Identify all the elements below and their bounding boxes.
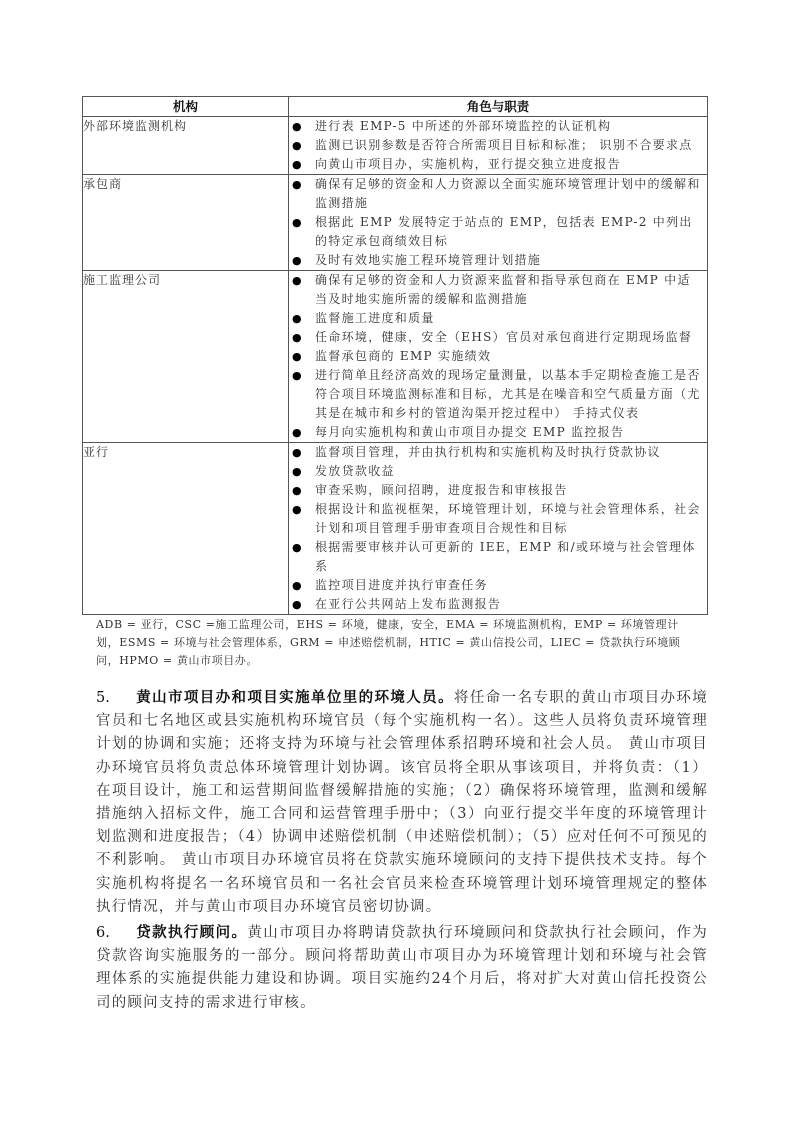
list-item <box>289 175 707 213</box>
paragraph-body: 黄山市项目办将聘请贷款执行环境顾问和贷款执行社会顾问，作为贷款咨询实施服务的一部分。顾问将帮助黄山市项目办为环境管理计划和环境与社会管理体系的实施提供能力建设和协调。项目实施约24个月后，将对扩大对黄山信托投资公司的顾问支持的需求进行审核。 <box>96 925 708 1011</box>
list-item-text: 及时有效地实施工程环境管理计划措施 <box>315 253 542 267</box>
bullet-icon: ● <box>292 426 302 439</box>
responsibilities-cell <box>289 271 708 443</box>
bullet-icon: ● <box>292 158 302 171</box>
list-item <box>289 462 707 481</box>
bullet-icon: ● <box>292 274 302 287</box>
agency-cell: 外部环境监测机构 <box>83 117 289 175</box>
list-item <box>289 347 707 366</box>
list-item-text: 进行简单且经济高效的现场定量测量，以基本手定期检查施工是否符合项目环境监测标准和目标，尤其是在噪音和空气质量方面（尤其是在城市和乡村的管道沟渠开挖过程中） 手持式仪表 <box>315 368 701 420</box>
list-item <box>289 117 707 136</box>
agency-cell: 亚行 <box>83 443 289 615</box>
bullet-icon: ● <box>292 465 302 478</box>
list-item <box>289 538 707 576</box>
paragraph-number: 5. <box>96 690 110 706</box>
bullet-icon: ● <box>292 331 302 344</box>
list-item-text: 确保有足够的资金和人力资源来监督和指导承包商在 EMP 中适当及时地实施所需的缓解和监测措施 <box>315 273 691 306</box>
list-item <box>289 251 707 270</box>
list-item <box>289 423 707 442</box>
list-item-text: 确保有足够的资金和人力资源以全面实施环境管理计划中的缓解和监测措施 <box>315 177 701 210</box>
list-item-text: 审查采购，顾问招聘，进度报告和审核报告 <box>315 483 568 497</box>
roles-responsibilities-table <box>82 96 708 615</box>
responsibilities-cell <box>289 443 708 615</box>
header-roles: 角色与职责 <box>289 97 708 117</box>
header-agency: 机构 <box>83 97 289 117</box>
bullet-icon: ● <box>292 503 302 516</box>
bullet-icon: ● <box>292 178 302 191</box>
list-item <box>289 481 707 500</box>
abbreviations-note: ADB = 亚行，CSC =施工监理公司，EHS = 环境，健康，安全，EMA = 环境监测机构，EMP = 环境管理计划，ESMS = 环境与社会管理体系，GRM = 申述赔偿机制，HTIC = 黄山信投公司，LIEC = 贷款执行环境顾问，HPMO = 黄山市项目办。 <box>96 618 681 667</box>
table-body <box>83 117 708 615</box>
list-item-text: 任命环境，健康，安全（EHS）官员对承包商进行定期现场监督 <box>315 330 693 344</box>
agency-cell: 承包商 <box>83 175 289 271</box>
table-row <box>83 443 708 615</box>
table-row <box>83 271 708 443</box>
table-row <box>83 117 708 175</box>
responsibilities-list <box>289 271 707 442</box>
bullet-icon: ● <box>292 369 302 382</box>
list-item-text: 发放贷款收益 <box>315 464 395 478</box>
list-item <box>289 136 707 155</box>
responsibilities-cell <box>289 175 708 271</box>
list-item <box>289 595 707 614</box>
list-item <box>289 500 707 538</box>
list-item <box>289 328 707 347</box>
list-item-text: 每月向实施机构和黄山市项目办提交 EMP 监控报告 <box>315 425 625 439</box>
paragraph-6 <box>96 921 708 1015</box>
responsibilities-list <box>289 443 707 614</box>
agency-cell: 施工监理公司 <box>83 271 289 443</box>
list-item-text: 在亚行公共网站上发布监测报告 <box>315 597 502 611</box>
bullet-icon: ● <box>292 350 302 363</box>
paragraph-body: 将任命一名专职的黄山市项目办环境官员和七名地区或县实施机构环境官员（每个实施机构一名）。这些人员将负责环境管理计划的协调和实施；还将支持为环境与社会管理体系招聘环境和社会人员。 黄山市项目办环境官员将负责总体环境管理计划协调。该官员将全职从事该项目，并将负责：（1）在项目设计，施工和运营期间监督缓解措施的实施；（2）确保将环境管理，监测和缓解措施纳入招标文件，施工合同和运营管理手册中；（3）向亚行提交半年度的环境管理计划监测和进度报告；（4）协调申述赔偿机制（申述赔偿机制）；（5）应对任何不可预见的不利影响。 黄山市项目办环境官员将在贷款实施环境顾问的支持下提供技术支持。每个实施机构将提名一名环境官员和一名社会官员来检查环境管理计划环境管理规定的整体执行情况，并与黄山市项目办环境官员密切协调。 <box>96 690 708 915</box>
list-item-text: 根据此 EMP 发展特定于站点的 EMP，包括表 EMP-2 中列出的特定承包商绩效目标 <box>315 215 693 248</box>
bullet-icon: ● <box>292 139 302 152</box>
list-item <box>289 366 707 423</box>
list-item-text: 根据设计和监视框架，环境管理计划，环境与社会管理体系，社会计划和项目管理手册审查项目合规性和目标 <box>315 502 701 535</box>
bullet-icon: ● <box>292 541 302 554</box>
list-item <box>289 309 707 328</box>
list-item-text: 根据需要审核并认可更新的 IEE，EMP 和/或环境与社会管理体系 <box>315 540 696 573</box>
bullet-icon: ● <box>292 254 302 267</box>
responsibilities-cell <box>289 117 708 175</box>
table-row <box>83 175 708 271</box>
list-item <box>289 443 707 462</box>
responsibilities-list <box>289 175 707 270</box>
bullet-icon: ● <box>292 120 302 133</box>
bullet-icon: ● <box>292 312 302 325</box>
list-item <box>289 213 707 251</box>
list-item-text: 监控项目进度并执行审查任务 <box>315 578 488 592</box>
list-item-text: 监督项目管理，并由执行机构和实施机构及时执行贷款协议 <box>315 445 661 459</box>
responsibilities-list <box>289 117 707 174</box>
list-item-text: 监测已识别参数是否符合所需项目目标和标准； 识别不合要求点 <box>315 138 693 152</box>
bullet-icon: ● <box>292 579 302 592</box>
paragraph-heading: 贷款执行顾问。 <box>136 924 248 941</box>
list-item <box>289 576 707 595</box>
list-item-text: 进行表 EMP-5 中所述的外部环境监控的认证机构 <box>315 119 612 133</box>
bullet-icon: ● <box>292 598 302 611</box>
paragraph-heading: 黄山市项目办和项目实施单位里的环境人员。 <box>136 689 454 706</box>
list-item-text: 监督施工进度和质量 <box>315 311 435 325</box>
list-item-text: 向黄山市项目办，实施机构，亚行提交独立进度报告 <box>315 157 621 171</box>
table-header-row <box>83 97 708 117</box>
bullet-icon: ● <box>292 484 302 497</box>
paragraph-5 <box>96 686 708 919</box>
paragraph-number: 6. <box>96 925 110 941</box>
list-item <box>289 271 707 309</box>
list-item <box>289 155 707 174</box>
bullet-icon: ● <box>292 216 302 229</box>
bullet-icon: ● <box>292 446 302 459</box>
list-item-text: 监督承包商的 EMP 实施绩效 <box>315 349 492 363</box>
